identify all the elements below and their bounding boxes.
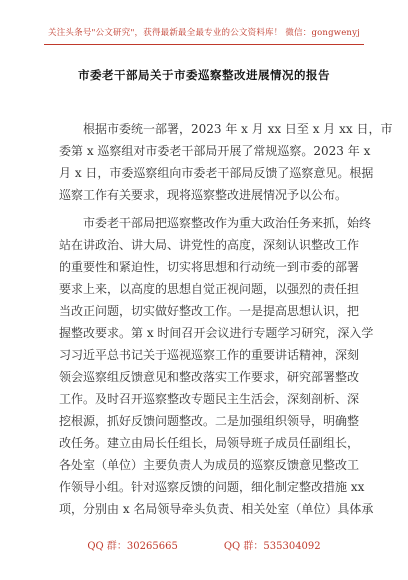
paragraph-line: 委第 x 巡察组对市委老干部局开展了常规巡察。2023 年 x (59, 144, 371, 158)
paragraph-line: 要求上来，以高度的思想自觉正视问题，以强烈的责任担 (59, 282, 360, 296)
paragraph-line: 根据市委统一部署，2023 年 x 月 xx 日至 x 月 xx 日，市 (83, 122, 393, 136)
paragraph-line: 市委老干部局把巡察整改作为重大政治任务来抓，始终 (83, 216, 372, 230)
paragraph-line: 巡察工作有关要求，现将巡察整改进展情况予以公布。 (59, 188, 348, 202)
footer (0, 537, 408, 552)
paragraph-line: 改任务。建立由局长任组长，局领导班子成员任副组长， (59, 436, 360, 450)
paragraph-line: 作领导小组。针对巡察反馈的问题，细化制定整改措施 xx (59, 480, 365, 494)
paragraph-line: 习习近平总书记关于巡视巡察工作的重要讲话精神，深刻 (59, 348, 360, 362)
header-divider (44, 44, 364, 45)
header-note: 关注头条号"公文研究"，获得最新最全最专业的公文资料库！ 微信：gongwenyj (48, 28, 360, 38)
paragraph-line: 工作。及时召开巡察整改专题民主生活会，深刻剖析、深 (59, 392, 360, 406)
paragraph-line: 挖根源，抓好反馈问题整改。二是加强组织领导，明确整 (59, 414, 360, 428)
paragraph-line: 站在讲政治、讲大局、讲党性的高度，深刻认识整改工作 (59, 238, 360, 252)
paragraph-1 (59, 118, 393, 206)
paragraph-line: 当改正问题，切实做好整改工作。一是提高思想认识，把 (59, 304, 360, 318)
paragraph-line: 项，分别由 x 名局领导牵头负责、相关处室（单位）具体承 (59, 502, 374, 516)
paragraph-line: 的重要性和紧迫性，切实将思想和行动统一到市委的部署 (59, 260, 360, 274)
paragraph-2 (59, 212, 374, 520)
paragraph-line: 领会巡察组反馈意见和整改落实工作要求，研究部署整改 (59, 370, 360, 384)
footer-qq-group-2: QQ 群：535304092 (223, 541, 321, 552)
paragraph-line: 各处室（单位）主要负责人为成员的巡察反馈意见整改工 (59, 458, 360, 472)
paragraph-line: 握整改要求。第 x 时间召开会议进行专题学习研究，深入学 (59, 326, 374, 340)
footer-qq-group-1: QQ 群：30265665 (87, 541, 178, 552)
paragraph-line: 月 x 日，市委巡察组向市委老干部局反馈了巡察意见。根据 (59, 166, 374, 180)
document-title: 市委老干部局关于市委巡察整改进展情况的报告 (78, 68, 330, 82)
